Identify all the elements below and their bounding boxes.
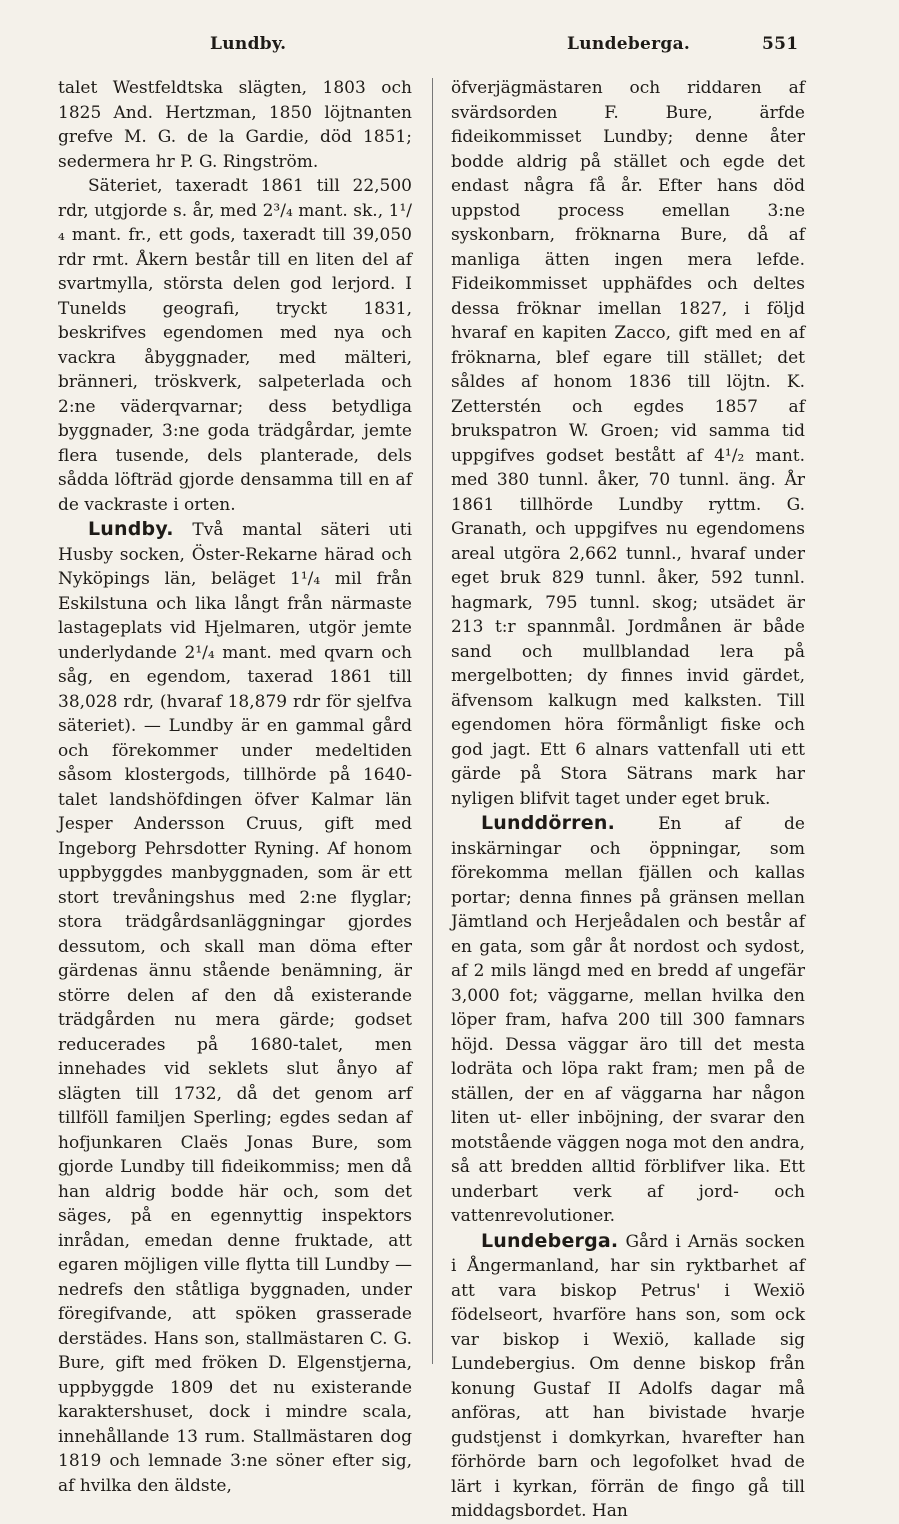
page-header xyxy=(0,34,899,60)
entry-lunddorren xyxy=(451,811,805,1229)
paragraph-westfeldt: talet Westfeldtska slägten, 1803 och 1825 And. Hertzman, 1850 löjtnanten grefve M. G. de la Gardie, död 1851; sedermera hr P. G. Ringström. xyxy=(58,78,412,172)
paragraph-sateriet: Säteriet, taxeradt 1861 till 22,500 rdr, utgjorde s. år, med 2³/₄ mant. sk., 1¹/₄ mant. fr., ett gods, taxeradt till 39,050 rdr rmt. Åkern består till en liten del af svartmylla, största delen god lerjord. I Tunelds geografi, tryckt 1831, beskrifves egendomen med nya och vackra åbyggnader, med mälteri, bränneri, tröskverk, salpeterlada och 2:ne väderqvarnar; dess betydliga byggnader, 3:ne goda trädgårdar, jemte flera tusende, dels planterade, dels sådda löfträd gjorde densamma till en af de vackraste i orten. xyxy=(58,176,412,515)
entry-heading-lundby: Lundby. xyxy=(88,518,174,540)
entry-heading-lundeberga: Lundeberga. xyxy=(481,1229,619,1252)
entry-text-lunddorren: En af de inskärningar och öppningar, som förekomma mellan fjällen och kallas portar; denna finnes på gränsen mellan Jämtland och Herjeådalen och består af en gata, som går åt nordost och sydost, af 2 mils längd med en bredd af ungefär 3,000 fot; väggarne, mellan hvilka den löper fram, hafva 200 till 300 famnars höjd. Dessa väggar äro till det mesta lodräta och löpa rakt fram; men på de ställen, der en af väggarna har någon liten ut- eller inböjning, der svarar den motstående väggen noga mot den andra, så att bredden alltid förblifver lika. Ett underbart verk af jord- och vattenrevolutioner. xyxy=(451,814,805,1226)
running-head-right: Lundeberga. xyxy=(567,34,691,54)
right-column xyxy=(451,76,805,1524)
running-head-left: Lundby. xyxy=(210,34,287,54)
column-divider xyxy=(432,78,433,1364)
entry-text-lundby: Två mantal säteri uti Husby socken, Öster-Rekarne härad och Nyköpings län, beläget 1¹/₄ mil från Eskilstuna och lika långt från närmaste lastageplats vid Hjelmaren, utgör jemte underlydande 2¹/₄ mant. med qvarn och såg, en egendom, taxerad 1861 till 38,028 rdr, (hvaraf 18,879 rdr för sjelfva säteriet). — Lundby är en gammal gård och förekommer under medeltiden såsom klostergods, tillhörde på 1640-talet landshöfdingen öfver Kalmar län Jesper Andersson Cruus, gift med Ingeborg Pehrsdotter Ryning. Af honom uppbyggdes manbyggnaden, som är ett stort trevåningshus med 2:ne flyglar; stora trädgårdsanläggningar gjordes dessutom, och skall man döma efter gärdenas ännu stående benämning, är större delen af den då existerande trädgården nu mera gärde; godset reducerades på 1680-talet, men innehades vid seklets slut ånyo af slägten till 1732, då det genom arf tillföll familjen Sperling; egdes sedan af hofjunkaren Claës Jonas Bure, som gjorde Lundby till fideikommiss; men då han aldrig bodde här och, som det säges, på en egennyttig inspektors inrådan, emedan denne fruktade, att egaren möjligen ville flytta till Lundby — nedrefs den ståtliga byggnaden, under föregifvande, att spöken grasserade derstädes. Hans son, stallmästaren C. G. Bure, gift med fröken D. Elgenstjerna, uppbyggde 1809 det nu existerande karaktershuset, dock i mindre scala, innehållande 13 rum. Stallmästaren dog 1819 och lemnade 3:ne söner efter sig, af hvilka den äldste, xyxy=(58,520,412,1496)
left-column xyxy=(58,76,412,1498)
paragraph-bure: öfverjägmästaren och riddaren af svärdsorden F. Bure, ärfde fideikommisset Lundby; denne åter bodde aldrig på stället och egde det endast några få år. Efter hans död uppstod process emellan 3:ne syskonbarn, fröknarna Bure, då af manliga ätten ingen mera lefde. Fideikommisset upphäfdes och deltes dessa fröknar imellan 1827, i följd hvaraf en kapiten Zacco, gift med en af fröknarna, blef egare till stället; det såldes af honom 1836 till löjtn. K. Zetterstén och egdes 1857 af brukspatron W. Groen; vid samma tid uppgifves godset bestått af 4¹/₂ mant. med 380 tunnl. åker, 70 tunnl. äng. År 1861 tillhörde Lundby ryttm. G. Granath, och uppgifves nu egendomens areal utgöra 2,662 tunnl., hvaraf under eget bruk 829 tunnl. åker, 592 tunnl. hagmark, 795 tunnl. skog; utsädet är 213 t:r spannmål. Jordmånen är både sand och mullblandad lera på mergelbotten; dy finnes invid gärdet, äfvensom kalkugn med kalksten. Till egendomen höra förmånligt fiske och god jagt. Ett 6 alnars vattenfall uti ett gärde på Stora Sätrans mark har nyligen blifvit taget under eget bruk. xyxy=(451,78,805,809)
entry-text-lundeberga: Gård i Arnäs socken i Ångermanland, har sin ryktbarhet af att vara biskop Petrus' i Wexiö födelseort, hvarföre hans son, som ock var biskop i Wexiö, kallade sig Lundebergius. Om denne biskop från konung Gustaf II Adolfs dagar må anföras, att han bivistade hvarje gudstjenst i domkyrkan, hvarefter han förhörde barn och legofolket hvad de lärt i kyrkan, förrän de fingo gå till middagsbordet. Han xyxy=(451,1231,805,1521)
entry-heading-lunddorren: Lunddörren. xyxy=(481,812,615,834)
entry-lundeberga xyxy=(451,1229,805,1524)
entry-lundby xyxy=(58,517,412,1498)
page-number: 551 xyxy=(762,34,799,54)
